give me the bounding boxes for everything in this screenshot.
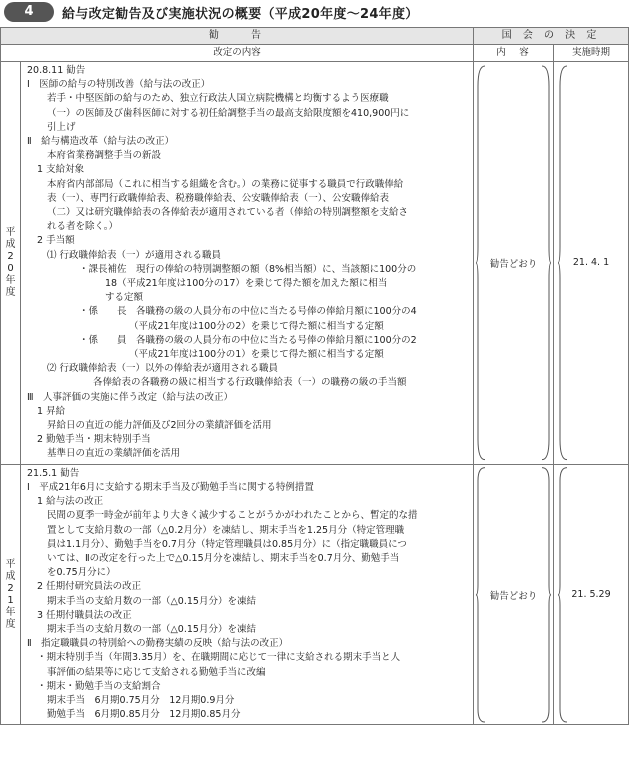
content-line: 2 任期付研究員法の改正 [37, 581, 142, 593]
content-line: 若手・中堅医師の給与のため、独立行政法人国立病院機構と均衡するよう医療職 [47, 93, 389, 105]
content-line: 期末手当 6月期0.75月分 12月期0.9月分 [47, 694, 235, 706]
page-title: 給与改定勧告及び実施状況の概要（平成20年度〜24年度） [62, 7, 419, 22]
right-brace-icon [541, 465, 551, 725]
content-line: 各俸給表の各職務の級に相当する行政職俸給表（一）の職務の級の手当額 [93, 377, 407, 389]
left-brace-icon [558, 62, 568, 464]
col-kokkai-header: 国 会 の 決 定 [474, 28, 629, 45]
content-line: 期末手当の支給月数の一部（△0.15月分）を凍結 [47, 595, 256, 607]
left-brace-icon [476, 62, 486, 464]
content-line: Ⅰ 医師の給与の特別改善（給与法の改正） [27, 79, 211, 91]
contents-cell [21, 464, 474, 725]
content-line: 本府省業務調整手当の新設 [47, 150, 162, 162]
content-line: Ⅱ 指定職職員の特別給への勤務実績の反映（給与法の改正） [27, 638, 289, 650]
jisshi-value: 21. 4. 1 [572, 257, 610, 269]
content-line: 基準日の直近の業績評価を活用 [47, 448, 181, 460]
content-line: Ⅰ 平成21年6月に支給する期末手当及び勤勉手当に関する特例措置 [27, 481, 314, 493]
section-number: 4 [24, 4, 34, 19]
content-line: 事評価の結果等に応じて支給される勤勉手当に改編 [47, 666, 266, 678]
content-line: ・期末・勤勉手当の支給割合 [37, 680, 161, 692]
content-line: Ⅱ 給与構造改革（給与法の改正） [27, 136, 175, 148]
jisshi-value: 21. 5.29 [571, 589, 611, 601]
content-line: ・係 長 各職務の級の人員分布の中位に当たる号俸の俸給月額に100分の4 [79, 306, 417, 318]
content-line: を0.75月分に） [47, 567, 116, 579]
content-line: 3 任期付職員法の改正 [37, 609, 132, 621]
jisshi-cell [554, 464, 629, 725]
col-naiyo-header: 内 容 [474, 45, 554, 62]
left-brace-icon [558, 465, 568, 725]
content-line: ⑵ 行政職俸給表（一）以外の俸給表が適用される職員 [47, 363, 279, 375]
era-cell [1, 464, 21, 725]
content-line: 21.5.1 勧告 [27, 467, 80, 479]
content-line: 昇給日の直近の能力評価及び2回分の業績評価を活用 [47, 420, 272, 432]
naiyo-value: 勧告どおり [489, 258, 538, 270]
naiyo-value: 勧告どおり [489, 590, 538, 602]
content-line: 本府省内部部局（これに相当する組織を含む。）の業務に従事する職員で行政職俸給 [47, 178, 404, 190]
content-line: 1 給与法の改正 [37, 496, 104, 508]
naiyo-cell [474, 62, 554, 465]
content-line: ⑴ 行政職俸給表（一）が適用される職員 [47, 249, 222, 261]
col-contents-header: 改定の内容 [1, 45, 474, 62]
content-line: ・課長補佐 現行の俸給の特別調整額の額（8%相当額）に、当該額に100分の [79, 263, 417, 275]
era-label: 平成21年度 [5, 558, 16, 630]
content-line: 勤勉手当 6月期0.85月分 12月期0.85月分 [47, 709, 241, 721]
content-line: 引上げ [47, 121, 76, 133]
jisshi-cell [554, 62, 629, 465]
content-line: れる者を除く。） [47, 221, 119, 233]
content-line: （平成21年度は100分の1）を乗じて得た額に相当する定額 [129, 349, 384, 361]
header-row-1 [1, 28, 629, 45]
content-line: 置として支給月数の一部（△0.2月分）を凍結し、期末手当を1.25月分（特定管理職 [47, 524, 405, 536]
header-row-2 [1, 45, 629, 62]
content-line: （一）の医師及び歯科医師に対する初任給調整手当の最高支給限度額を410,900円に [47, 107, 410, 119]
era-cell [1, 62, 21, 465]
col-jisshi-header: 実施時期 [554, 45, 629, 62]
kankoku-table [0, 27, 629, 725]
right-brace-icon [541, 62, 551, 464]
content-line: 表（一）、専門行政職俸給表、税務職俸給表、公安職俸給表（一）、公安職俸給表 [47, 192, 390, 204]
content-line: 1 支給対象 [37, 164, 85, 176]
content-line: 期末手当の支給月数の一部（△0.15月分）を凍結 [47, 623, 256, 635]
content-line: いては、Ⅱの改定を行った上で△0.15月分を凍結し、期末手当を0.7月分、勤勉手当 [47, 552, 400, 564]
contents-cell [21, 62, 474, 465]
content-line: （平成21年度は100分の2）を乗じて得た額に相当する定額 [129, 320, 384, 332]
content-line: 2 手当額 [37, 235, 75, 247]
content-line: （二）又は研究職俸給表の各俸給表が適用されている者（俸給の特別調整額を支給さ [47, 207, 409, 219]
content-line: 1 昇給 [37, 405, 66, 417]
content-line: Ⅲ 人事評価の実施に伴う改定（給与法の改正） [27, 391, 234, 403]
content-line: 18（平成21年度は100分の17）を乗じて得た額を加えた額に相当 [105, 278, 388, 290]
section-header [0, 0, 630, 24]
content-line: 2 勤勉手当・期末特別手当 [37, 434, 151, 446]
content-line: 20.8.11 勧告 [27, 65, 86, 76]
col-kankoku-header: 勧 告 [1, 28, 474, 45]
content-line: 員は1.1月分）、勤勉手当を0.7月分（特定管理職員は0.85月分）に（指定職職員につ [47, 538, 407, 550]
content-line: ・係 員 各職務の級の人員分布の中位に当たる号俸の俸給月額に100分の2 [79, 334, 417, 346]
content-line: ・期末特別手当（年間3.35月）を、在職期間に応じて一律に支給される期末手当と人 [37, 652, 401, 664]
left-brace-icon [476, 465, 486, 725]
era-label: 平成20年度 [5, 226, 16, 298]
content-line: する定額 [105, 292, 144, 304]
naiyo-cell [474, 464, 554, 725]
table-row [1, 62, 629, 465]
section-number-badge [4, 2, 54, 22]
table-row [1, 464, 629, 725]
content-line: 民間の夏季一時金が前年より大きく減少することがうかがわれたことから、暫定的な措 [47, 510, 418, 522]
